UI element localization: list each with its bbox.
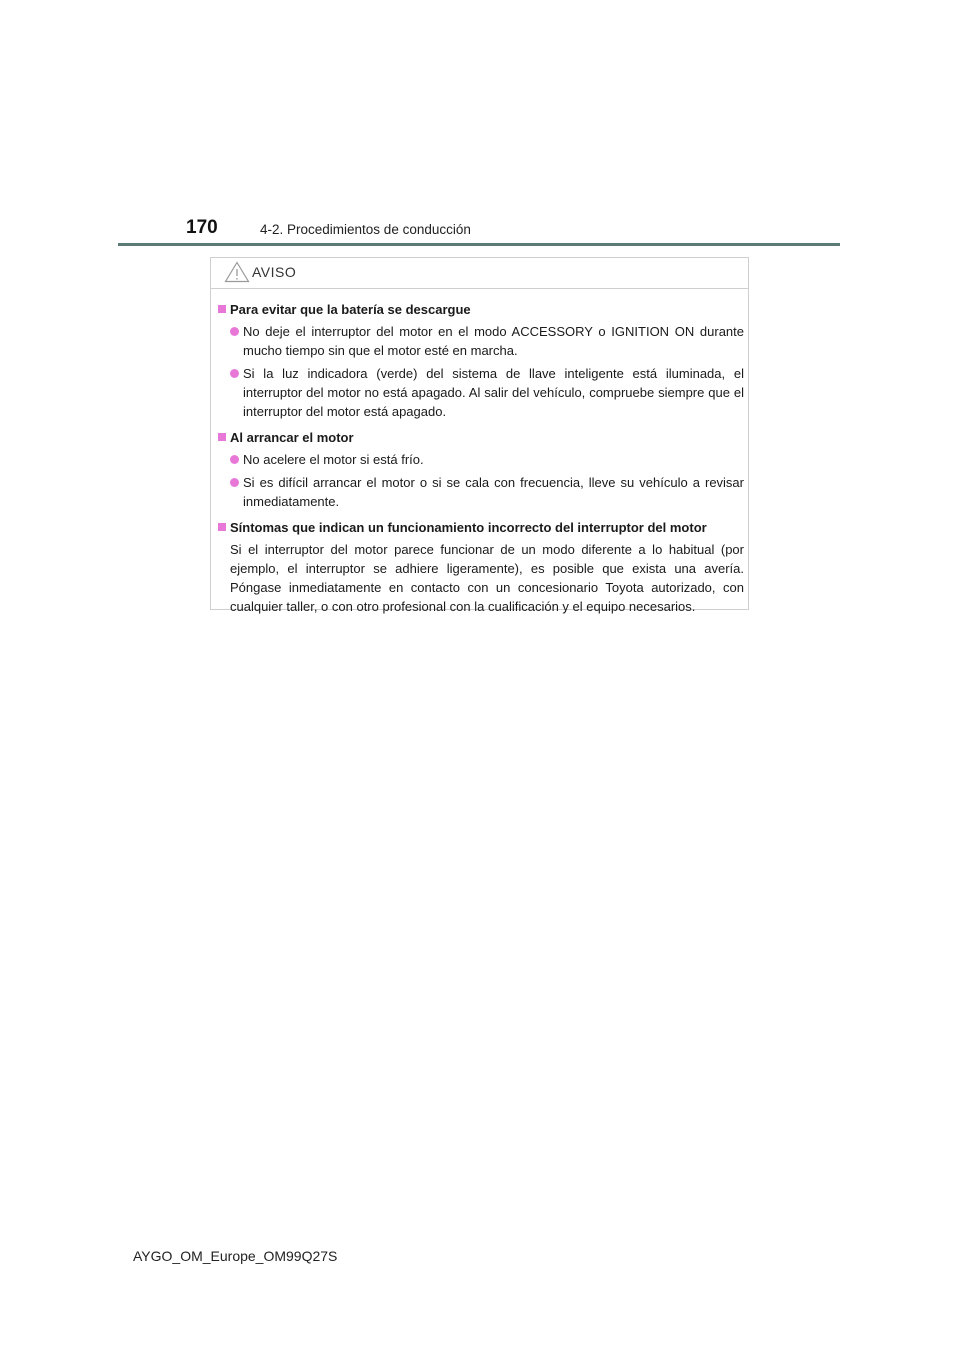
section-heading-text: Para evitar que la batería se descargue	[230, 302, 471, 317]
square-bullet-icon	[218, 523, 226, 531]
list-item	[217, 473, 744, 511]
footer-doc-code: AYGO_OM_Europe_OM99Q27S	[133, 1248, 338, 1264]
section-heading-text: Síntomas que indican un funcionamiento incorrecto del interruptor del motor	[230, 520, 707, 535]
warning-title: AVISO	[252, 264, 297, 280]
list-item-text: Si es difícil arrancar el motor o si se cala con frecuencia, lleve su vehículo a revisar inmediatamente.	[243, 475, 744, 509]
header-rule	[118, 243, 840, 246]
square-bullet-icon	[218, 305, 226, 313]
section-heading	[217, 428, 744, 447]
list-item	[217, 450, 744, 469]
section-heading	[217, 300, 744, 319]
warning-box	[210, 257, 749, 614]
warning-triangle-icon	[224, 261, 250, 283]
round-bullet-icon	[230, 327, 239, 336]
list-item-text: No acelere el motor si está frío.	[243, 452, 424, 467]
round-bullet-icon	[230, 455, 239, 464]
warning-body	[217, 300, 744, 616]
section-heading	[217, 518, 744, 537]
list-item	[217, 364, 744, 421]
section-title: 4-2. Procedimientos de conducción	[260, 222, 471, 237]
warning-header	[211, 258, 748, 289]
page-number: 170	[186, 217, 218, 238]
square-bullet-icon	[218, 433, 226, 441]
round-bullet-icon	[230, 478, 239, 487]
round-bullet-icon	[230, 369, 239, 378]
section-heading-text: Al arrancar el motor	[230, 430, 354, 445]
list-item-text: No deje el interruptor del motor en el modo ACCESSORY o IGNITION ON durante mucho tiempo sin que el motor esté en marcha.	[243, 324, 744, 358]
list-item-text: Si la luz indicadora (verde) del sistema de llave inteligente está iluminada, el interruptor del motor no está apagado. Al salir del vehículo, compruebe siempre que el interruptor del motor está apagado.	[243, 366, 744, 419]
list-item	[217, 322, 744, 360]
section-paragraph: Si el interruptor del motor parece funcionar de un modo diferente a lo habitual (por ejemplo, el interruptor se adhiere ligeramente), es posible que exista una avería. Póngase inmediatamente en contacto con un concesionario Toyota autorizado, con cualquier taller, o con otro profesional con la cualificación y el equipo necesarios.	[230, 542, 744, 614]
